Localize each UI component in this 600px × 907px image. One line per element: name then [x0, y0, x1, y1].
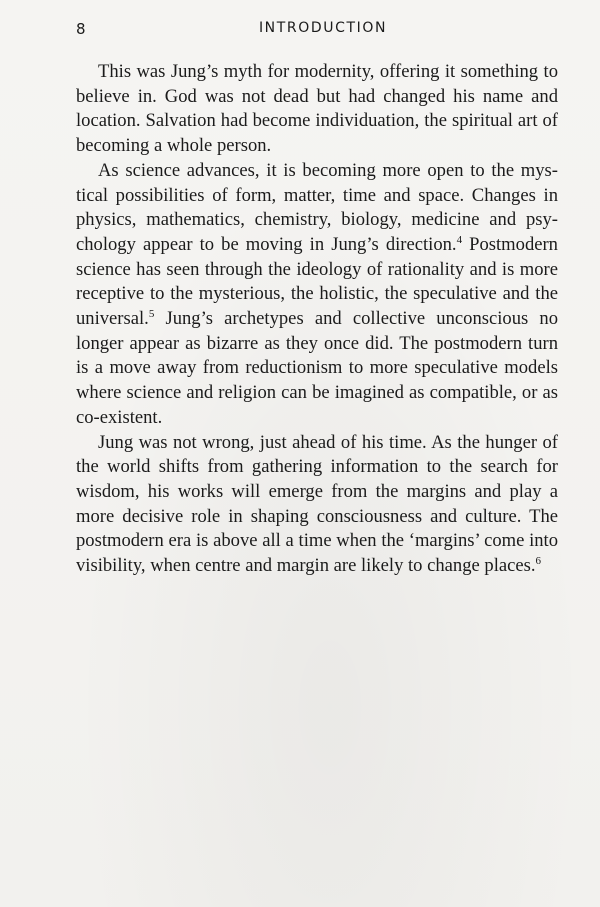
paragraph-2 [76, 159, 558, 431]
footnote-ref-4[interactable]: 4 [456, 233, 463, 246]
paragraph-3-text: Jung was not wrong, just ahead of his time. As the hunger of the world shifts from gathering information to the search for wisdom, his works will emerge from the margins and play a more decisive role in shaping consciousness and culture. The postmodern era is above all a time when the ‘margins’ come into visibility, when centre and margin are likely to change places. [76, 431, 558, 577]
footnote-ref-5[interactable]: 5 [148, 308, 155, 321]
chapter-title: INTRODUCTION [258, 20, 388, 36]
running-head [76, 20, 556, 42]
body-text [76, 60, 558, 579]
paragraph-2-text-part-1: As science advances, it is becoming more open to the mystical possibilities of form, matter, time and space. Changes in physics, mathematics, chemistry, biology, medicine and psychology appear to be moving in Jung’s direction. [76, 159, 558, 255]
footnote-ref-6[interactable]: 6 [535, 555, 542, 568]
paragraph-2-text-part-3: Jung’s archetypes and collective unconscious no longer appear as bizarre as they once did. The postmodern turn is a move away from reductionism to more speculative models where science and religion can be imagined as compatible, or as co-existent. [76, 308, 558, 428]
paragraph-1 [76, 60, 558, 159]
paragraph-2-text-part-2: Postmodern science has seen through the ideology of rationality and is more receptive to the mysterious, the holistic, the speculative and the universal. [76, 233, 558, 330]
page-number: 8 [76, 20, 86, 38]
paragraph-3 [76, 431, 558, 579]
paragraph-1-text: This was Jung’s myth for modernity, offering it something to believe in. God was not dead but had changed his name and location. Salvation had become individuation, the spiritual art of becoming a whole person. [76, 61, 558, 157]
